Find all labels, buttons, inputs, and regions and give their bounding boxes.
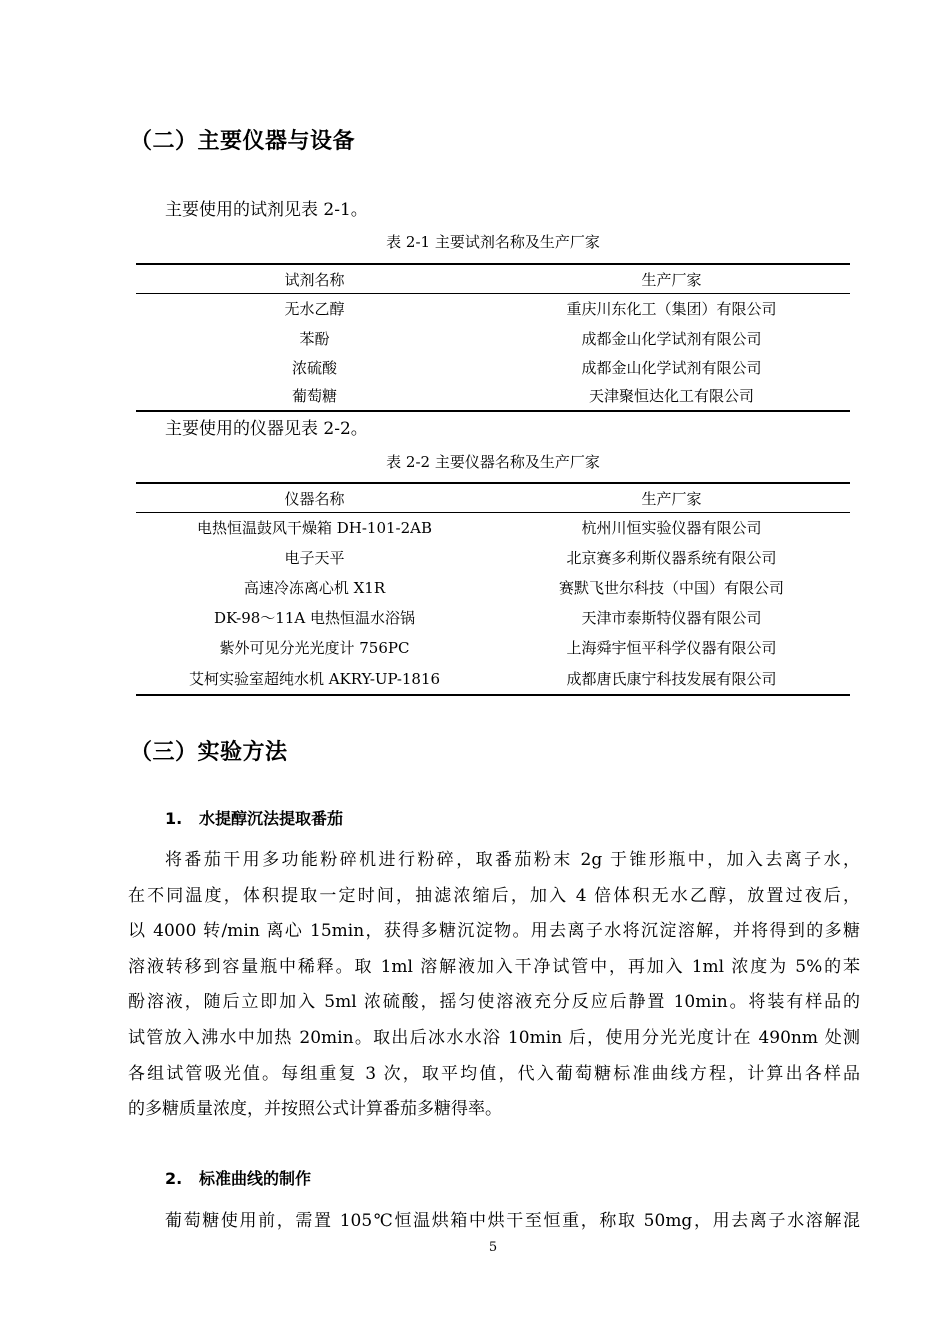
reagents-intro: 主要使用的试剂见表 2-1。 xyxy=(165,200,368,220)
extraction-paragraph xyxy=(128,843,860,1128)
paragraph-line: 将番茄干用多功能粉碎机进行粉碎，取番茄粉末 2g 于锥形瓶中，加入去离子水， xyxy=(165,850,860,870)
table-row xyxy=(136,573,850,603)
table-row xyxy=(136,633,850,663)
table-row xyxy=(136,513,850,543)
subsection-title: 标准曲线的制作 xyxy=(199,1169,312,1188)
section-heading-instruments: （二）主要仪器与设备 xyxy=(130,129,356,154)
paragraph-line: 在不同温度，体积提取一定时间，抽滤浓缩后，加入 4 倍体积无水乙醇，放置过夜后， xyxy=(128,885,860,906)
paragraph-line: 试管放入沸水中加热 20min。取出后冰水水浴 10min 后，使用分光光度计在 490nm 处测 xyxy=(128,1027,860,1048)
table2-caption: 表 2-2 主要仪器名称及生产厂家 xyxy=(386,453,600,471)
table-header-cell: 生产厂家 xyxy=(493,264,850,294)
table-row xyxy=(136,663,850,695)
table-header-cell: 生产厂家 xyxy=(493,483,850,513)
table-row xyxy=(136,382,850,411)
table-cell: 上海舜宇恒平科学仪器有限公司 xyxy=(566,639,777,657)
table-cell: 苯酚 xyxy=(299,329,330,348)
paragraph-line: 酚溶液，随后立即加入 5ml 浓硫酸，摇匀使溶液充分反应后静置 10min。将装有样品的 xyxy=(128,992,860,1013)
subsection-number: 1. xyxy=(165,809,183,828)
section-heading-methods: （三）实验方法 xyxy=(130,740,288,765)
table-cell: 高速冷冻离心机 X1R xyxy=(243,579,386,597)
table-cell: DK-98～11A 电热恒温水浴锅 xyxy=(214,609,415,627)
table-cell: 无水乙醇 xyxy=(284,300,345,319)
table-cell: 天津市泰斯特仪器有限公司 xyxy=(581,609,762,627)
table-row xyxy=(136,543,850,573)
table-cell: 葡萄糖 xyxy=(136,382,493,411)
table-cell: 艾柯实验室超纯水机 AKRY-UP-1816 xyxy=(136,663,493,695)
subsection-heading-standard-curve xyxy=(165,1166,311,1189)
table-cell: 赛默飞世尔科技（中国）有限公司 xyxy=(558,579,784,597)
table-cell: 浓硫酸 xyxy=(291,358,337,377)
page-number: 5 xyxy=(488,1240,498,1255)
table-cell: 杭州川恒实验仪器有限公司 xyxy=(581,519,762,538)
table-header-cell: 试剂名称 xyxy=(136,264,493,294)
table-row xyxy=(136,353,850,382)
table-header-row xyxy=(136,264,850,294)
table-cell: 重庆川东化工（集团）有限公司 xyxy=(566,300,777,319)
table-cell: 成都唐氏康宁科技发展有限公司 xyxy=(493,663,850,695)
subsection-heading-extraction xyxy=(165,806,343,829)
table1-caption: 表 2-1 主要试剂名称及生产厂家 xyxy=(386,233,600,251)
instruments-intro: 主要使用的仪器见表 2-2。 xyxy=(165,419,368,439)
instruments-table xyxy=(136,482,850,696)
paragraph-line: 的多糖质量浓度，并按照公式计算番茄多糖得率。 xyxy=(128,1099,502,1120)
paragraph-line: 葡萄糖使用前，需置 105℃恒温烘箱中烘干至恒重，称取 50mg，用去离子水溶解混 xyxy=(165,1211,860,1231)
table-row xyxy=(136,603,850,633)
standard-curve-paragraph xyxy=(128,1204,860,1240)
subsection-number: 2. xyxy=(165,1169,183,1188)
table-cell: 电热恒温鼓风干燥箱 DH-101-2AB xyxy=(196,519,433,538)
table-row xyxy=(136,324,850,353)
table-header-row xyxy=(136,483,850,513)
subsection-title: 水提醇沉法提取番茄 xyxy=(199,809,344,828)
table-cell: 北京赛多利斯仪器系统有限公司 xyxy=(566,549,777,567)
table-cell: 天津聚恒达化工有限公司 xyxy=(493,382,850,411)
table-cell: 成都金山化学试剂有限公司 xyxy=(581,329,762,348)
paragraph-line: 各组试管吸光值。每组重复 3 次，取平均值，代入葡萄糖标准曲线方程，计算出各样品 xyxy=(128,1063,860,1084)
table-cell: 成都金山化学试剂有限公司 xyxy=(581,358,762,377)
paragraph-line: 溶液转移到容量瓶中稀释。取 1ml 溶解液加入干净试管中，再加入 1ml 浓度为 5%的苯 xyxy=(128,956,860,977)
reagents-table xyxy=(136,263,850,412)
table-cell: 紫外可见分光光度计 756PC xyxy=(219,639,410,657)
table-row xyxy=(136,294,850,324)
paragraph-line: 以 4000 转/min 离心 15min，获得多糖沉淀物。用去离子水将沉淀溶解，并将得到的多糖 xyxy=(128,921,860,942)
table-cell: 电子天平 xyxy=(284,549,345,567)
table-header-cell: 仪器名称 xyxy=(136,483,493,513)
